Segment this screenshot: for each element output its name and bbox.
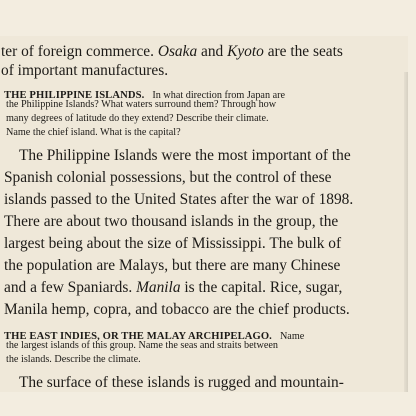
page-edge-shadow: [404, 72, 408, 392]
philippine-paragraph-line-6: the population are Malays, but there are many Chinese: [4, 257, 341, 274]
text-fragment: and: [197, 43, 228, 60]
philippine-paragraph-line-4: There are about two thousand islands in the group, the: [4, 213, 339, 230]
philippine-questions-line-2: the Philippine Islands? What waters surround them? Through how: [6, 99, 277, 110]
philippine-questions-line-3: many degrees of latitude do they extend? Describe their climate.: [6, 113, 269, 124]
text-fragment: and a few Spaniards.: [4, 279, 137, 296]
philippine-paragraph-line-1: The Philippine Islands were the most important of the: [19, 147, 351, 164]
text-fragment: is the capital. Rice, sugar,: [180, 279, 343, 296]
text-line-1: [1, 43, 343, 61]
philippine-questions-line-4: Name the chief island. What is the capital?: [6, 127, 181, 138]
text-fragment: ter of foreign commerce.: [1, 43, 158, 60]
text-fragment: are the seats: [263, 43, 343, 60]
philippine-paragraph-line-7: [4, 279, 342, 297]
section-heading-east-indies: THE EAST INDIES, OR THE MALAY ARCHIPELAGO.: [4, 331, 272, 342]
east-indies-paragraph-line-1: The surface of these islands is rugged and mountain-: [19, 374, 344, 391]
city-manila: Manila: [136, 279, 181, 296]
city-kyoto: Kyoto: [227, 43, 264, 60]
page-crop: [0, 36, 408, 392]
question-text: Name: [279, 331, 305, 342]
philippine-paragraph-line-3: islands passed to the United States after the war of 1898.: [4, 191, 354, 208]
question-text: In what direction from Japan are: [152, 90, 286, 101]
philippine-paragraph-line-8: Manila hemp, copra, and tobacco are the chief products.: [4, 301, 350, 318]
philippine-paragraph-line-5: largest being about the size of Mississippi. The bulk of: [4, 235, 342, 252]
section-heading-philippine: THE PHILIPPINE ISLANDS.: [4, 90, 145, 101]
philippine-paragraph-line-2: Spanish colonial possessions, but the control of these: [4, 169, 332, 186]
text-line-2: of important manufactures.: [1, 62, 169, 79]
city-osaka: Osaka: [157, 43, 198, 60]
east-indies-questions-line-2: the largest islands of this group. Name the seas and straits between: [6, 340, 278, 351]
east-indies-questions-line-3: the islands. Describe the climate.: [6, 354, 141, 365]
